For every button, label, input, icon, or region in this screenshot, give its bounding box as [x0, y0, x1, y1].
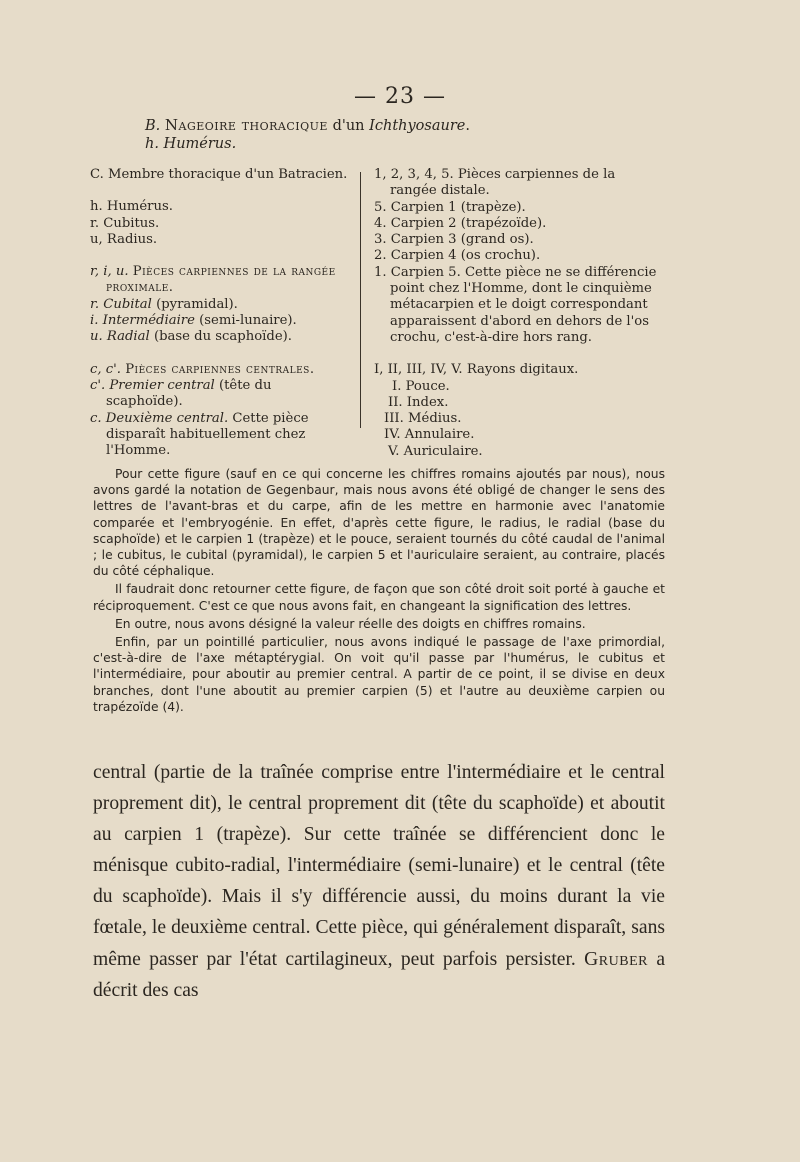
caption-end: . — [465, 118, 470, 134]
legend-digit-item: IV. Annulaire. — [384, 427, 475, 443]
legend-distal-head: 1, 2, 3, 4, 5. Pièces carpiennes de la rangée distale. — [374, 167, 616, 199]
legend-distal-item: 5. Carpien 1 (trapèze). — [374, 199, 526, 215]
legend-distal-item: 2. Carpien 4 (os crochu). — [374, 248, 541, 264]
legend-digit-item: V. Auriculaire. — [388, 443, 483, 459]
legend-c-title: C. Membre thoracique d'un Batracien. — [90, 167, 348, 182]
legend-digit-item: III. Médius. — [384, 411, 462, 427]
caption-line-1 — [145, 116, 470, 135]
legend-digits-head: I, II, III, IV, V. Rayons digitaux. — [374, 362, 579, 378]
legend-u: u, Radius. — [90, 231, 158, 247]
caption-title: Nageoire thoracique — [164, 116, 328, 134]
column-divider — [360, 172, 361, 428]
legend-riu: r, i, u. Pièces carpiennes de la rangée proximale. — [90, 264, 336, 296]
legend-distal-item: 4. Carpien 2 (trapézoïde). — [374, 215, 547, 231]
legend-radial: u. Radial (base du scaphoïde). — [90, 329, 292, 345]
legend-r: r. Cubitus. — [90, 215, 160, 231]
author-name: Gruber — [584, 948, 648, 970]
figure-caption — [145, 116, 470, 153]
legend-deuxieme-central: c. Deuxième central. Cette pièce disparaît habituellement chez l'Homme. — [90, 410, 309, 459]
main-text — [93, 757, 665, 1006]
note-paragraph: Il faudrait donc retourner cette figure, de façon que son côté droit soit porté à gauche et réciproquement. C'est ce que nous avons fait, en changeant la signification des lettres. — [93, 582, 665, 613]
legend-distal-item: 1. Carpien 5. Cette pièce ne se différencie point chez l'Homme, dont le cinquième métacarpien et le doigt correspondant apparaissent d'abord en dehors de l'os crochu, c'est-à-dire hors rang. — [374, 264, 657, 345]
legend-digit-item: I. Pouce. — [392, 378, 450, 394]
main-paragraph: central (partie de la traînée comprise entre l'intermédiaire et le central proprement dit), le central proprement dit (tête du scaphoïde) et aboutit au carpien 1 (trapèze). Sur cette traînée se différencient donc le ménisque cubito-radial, l'intermédiaire (semi-lunaire) et le central (tête du scaphoïde). Mais il s'y différencie aussi, du moins durant la vie fœtale, le deuxième central. Cette pièce, qui généralement disparaît, sans même passer par l'état cartilagineux, peut parfois persister. Gruber a décrit des cas — [93, 762, 666, 1001]
figure-notes — [93, 466, 665, 717]
caption-animal: Ichthyosaure — [369, 118, 466, 134]
legend-h: h. Humérus. — [90, 199, 173, 215]
caption-letter: B. — [145, 118, 161, 134]
note-paragraph: Pour cette figure (sauf en ce qui concerne les chiffres romains ajoutés par nous), nous avons gardé la notation de Gegenbaur, mais nous avons été obligé de changer le sens des lettres de l'avant-bras et du carpe, afin de les mettre en harmonie avec l'anatomie comparée et l'embryogénie. En effet, d'après cette figure, le radius, le radial (base du scaphoïde) et le carpien 1 (trapèze) et le pouce, seraient tournés du côté caudal de l'animal ; le cubitus, le cubital (pyramidal), le carpien 5 et l'auriculaire seraient, au contraire, placés du côté céphalique. — [93, 467, 665, 579]
page-number: — 23 — — [354, 84, 446, 109]
note-paragraph: En outre, nous avons désigné la valeur réelle des doigts en chiffres romains. — [115, 616, 586, 631]
legend-distal-item: 3. Carpien 3 (grand os). — [374, 232, 534, 248]
caption-connector: d'un — [332, 118, 365, 134]
legend-left-column — [90, 167, 352, 459]
caption-line-2: h. Humérus. — [145, 136, 237, 152]
legend-right-column — [374, 167, 664, 460]
legend-premier-central: c'. Premier central (tête du scaphoïde). — [90, 377, 272, 410]
legend-digit-item: II. Index. — [388, 394, 449, 410]
note-paragraph: Enfin, par un pointillé particulier, nous avons indiqué le passage de l'axe primordial, c'est-à-dire de l'axe métaptérygial. On voit qu'il passe par l'humérus, le cubitus et l'intermédiaire, pour aboutir au premier central. A partir de ce point, il se divise en deux branches, dont l'une aboutit au premier carpien (5) et l'autre au deuxième carpien ou trapézoïde (4). — [93, 635, 665, 714]
legend-centrales: c, c'. Pièces carpiennes centrales. — [90, 361, 315, 377]
legend-cubital: r. Cubital (pyramidal). — [90, 296, 238, 312]
legend-intermediaire: i. Intermédiaire (semi-lunaire). — [90, 313, 297, 329]
